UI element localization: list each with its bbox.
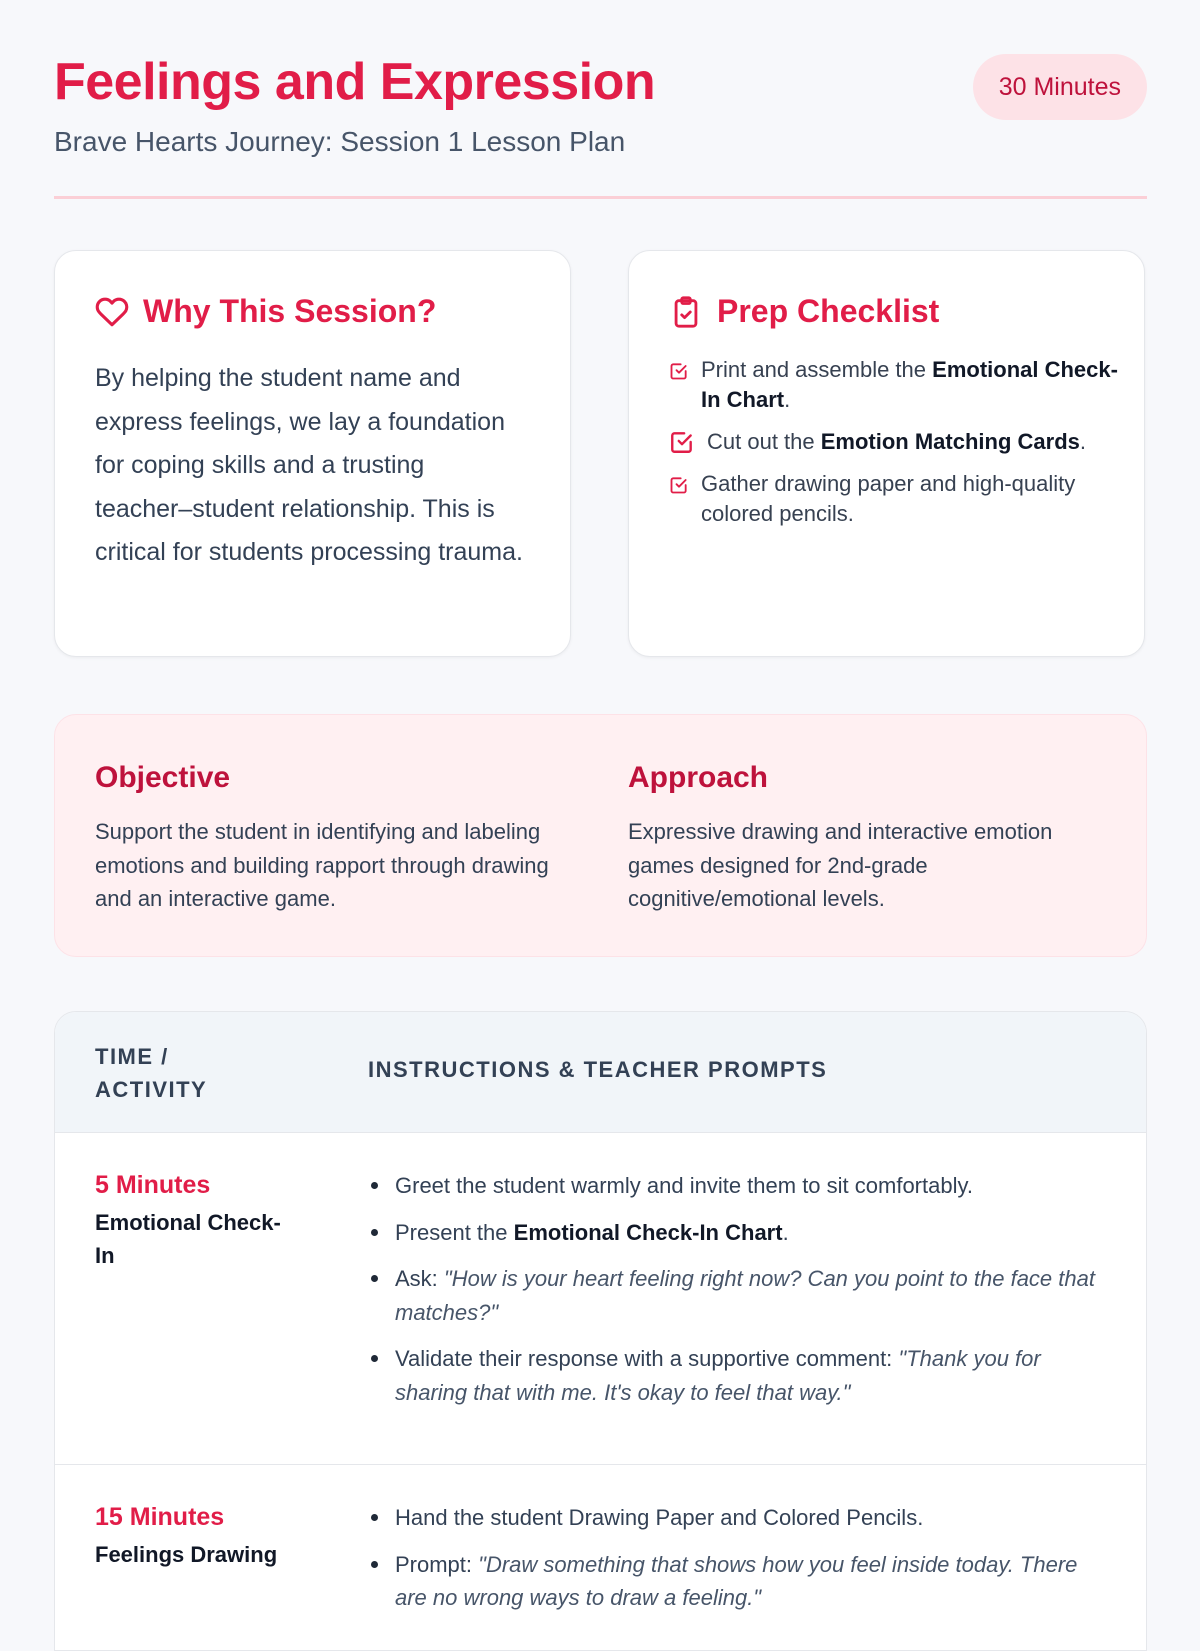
checklist-item (669, 427, 1119, 457)
instruction-item: Validate their response with a supportive comment: "Thank you for sharing that with me. It's okay to feel that way." (395, 1342, 1115, 1409)
activity-name: Feelings Drawing (95, 1542, 278, 1567)
time-activity-cell (95, 1171, 295, 1272)
checklist-item (669, 355, 1119, 415)
checklist-item-text: Gather drawing paper and high-quality colored pencils. (701, 471, 1076, 526)
prep-checklist-card (628, 250, 1145, 657)
why-session-card (54, 250, 571, 657)
page-subtitle: Brave Hearts Journey: Session 1 Lesson Plan (54, 126, 626, 157)
activity-duration: 5 Minutes (95, 1171, 211, 1199)
objective-title: Objective (95, 761, 231, 794)
teacher-prompt-quote: "How is your heart feeling right now? Can you point to the face that matches?" (395, 1266, 1095, 1325)
clipboard-check-icon (669, 295, 703, 329)
check-square-icon (669, 475, 689, 495)
teacher-prompt-quote: "Draw something that shows how you feel inside today. There are no wrong ways to draw a feeling." (395, 1551, 1078, 1610)
why-session-text: By helping the student name and express feelings, we lay a foundation for coping skills and a trusting teacher–student relationship. This is critical for students processing trauma. (95, 364, 523, 566)
approach-section (628, 761, 1088, 916)
activity-name: Emotional Check-In (95, 1210, 281, 1268)
check-square-icon (669, 433, 695, 455)
instruction-item: Prompt: "Draw something that shows how you feel inside today. There are no wrong ways to draw a feeling." (395, 1548, 1115, 1615)
lesson-plan-page (54, 0, 1147, 1610)
table-header (55, 1012, 1146, 1133)
check-square-icon (669, 361, 689, 381)
time-activity-cell (95, 1503, 295, 1571)
lesson-plan-table (54, 1011, 1147, 1651)
table-row (55, 1465, 1146, 1651)
instruction-list (368, 1169, 1115, 1422)
instruction-item: Hand the student Drawing Paper and Colored Pencils. (395, 1501, 1115, 1535)
why-session-title: Why This Session? (143, 293, 437, 329)
prep-checklist-header (669, 293, 939, 330)
objective-text: Support the student in identifying and labeling emotions and building rapport through drawing and an interactive game. (95, 819, 549, 911)
instruction-item: Ask: "How is your heart feeling right now? Can you point to the face that matches?" (395, 1262, 1115, 1329)
page-header (54, 0, 1147, 199)
table-row (55, 1133, 1146, 1465)
approach-text: Expressive drawing and interactive emotion games designed for 2nd-grade cognitive/emotional levels. (628, 819, 1053, 911)
objective-section (95, 761, 555, 916)
objective-approach-panel (54, 714, 1147, 957)
instruction-item: Present the Emotional Check-In Chart. (395, 1216, 1115, 1250)
checklist-item (669, 469, 1119, 529)
instruction-list (368, 1501, 1115, 1628)
activity-duration: 15 Minutes (95, 1503, 225, 1531)
heart-icon (95, 295, 129, 329)
column-header-instructions: INSTRUCTIONS & TEACHER PROMPTS (368, 1057, 828, 1082)
teacher-prompt-quote: "Thank you for sharing that with me. It's okay to feel that way." (395, 1346, 1041, 1405)
approach-title: Approach (628, 761, 769, 794)
why-session-header (95, 293, 436, 330)
checklist-item-text: Cut out the Emotion Matching Cards. (707, 429, 1086, 454)
column-header-time: TIME / ACTIVITY (95, 1044, 208, 1102)
duration-badge: 30 Minutes (973, 54, 1147, 120)
prep-checklist-title: Prep Checklist (717, 293, 940, 329)
checklist-item-text: Print and assemble the Emotional Check-In Chart. (701, 357, 1118, 412)
prep-checklist (669, 355, 1119, 541)
page-title: Feelings and Expression (54, 53, 656, 111)
instruction-item: Greet the student warmly and invite them to sit comfortably. (395, 1169, 1115, 1203)
